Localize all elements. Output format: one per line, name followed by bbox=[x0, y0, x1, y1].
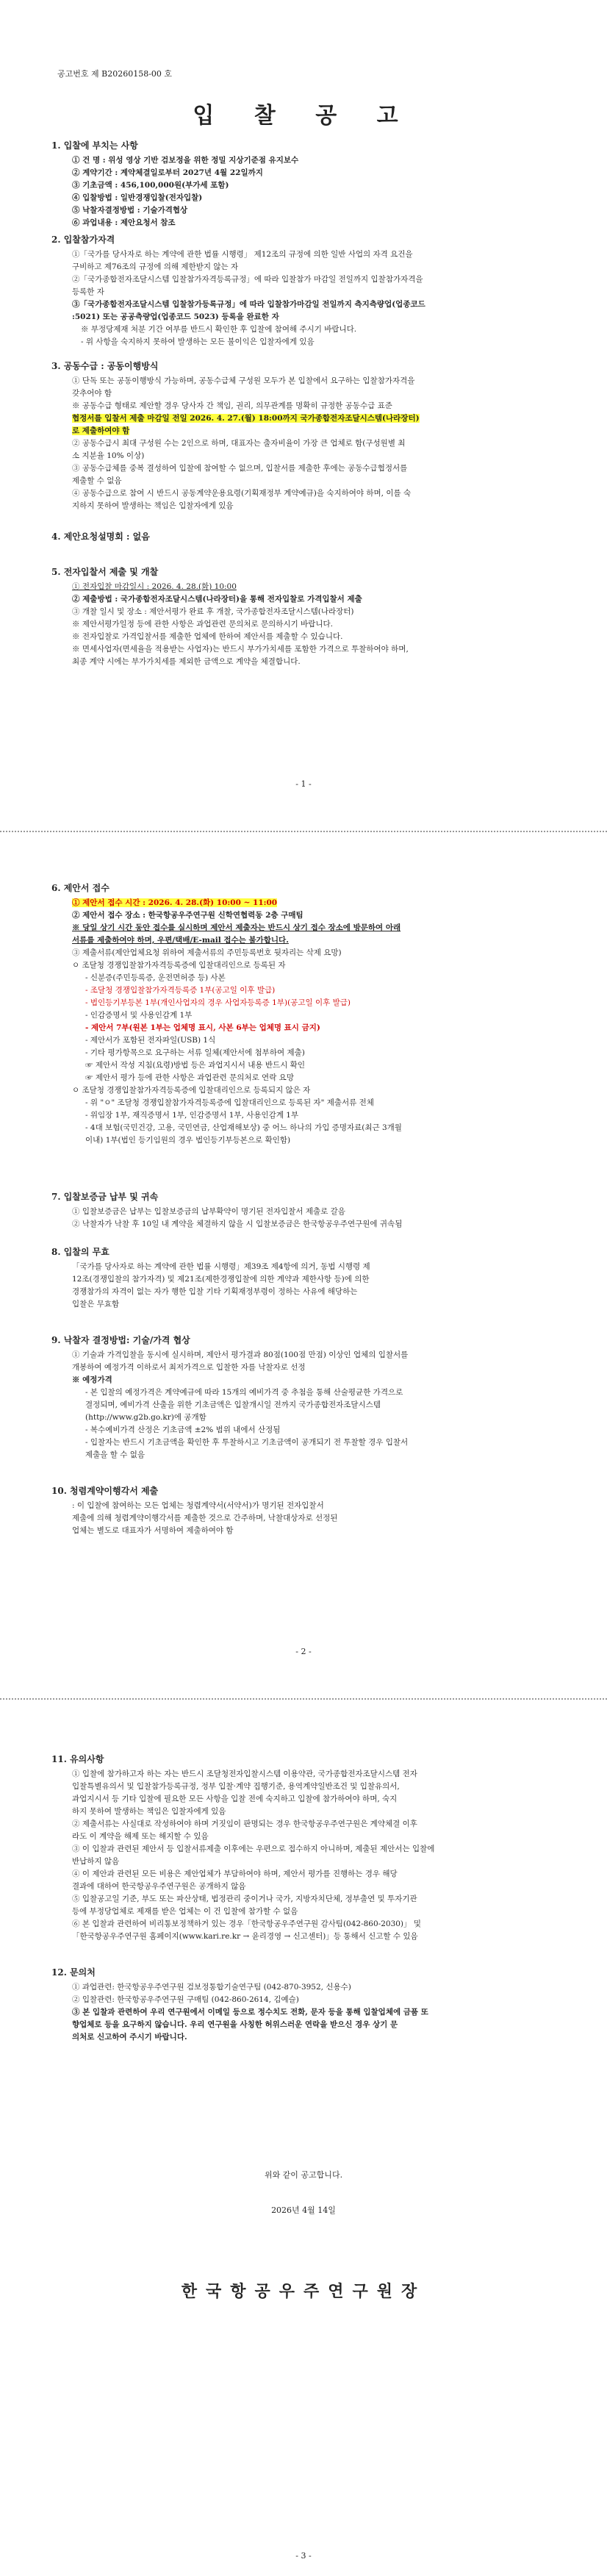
s1-item: ① 건 명 : 위성 영상 기반 검보정을 위한 정밀 지상기준점 유지보수 bbox=[72, 156, 299, 165]
s6-sub: 이내) 1부(법인 등기임원의 경우 법인등기부등본으로 확인함) bbox=[85, 1136, 291, 1145]
s8-item: 경쟁참가의 자격이 없는 자가 행한 입찰 기타 기획재정부령이 정하는 사유에 해당하는 bbox=[72, 1287, 358, 1296]
s3-item: 소 지분율 10% 이상) bbox=[72, 451, 145, 460]
s6-item: 서류를 제출하여야 하며, 우편/택배/E-mail 접수는 불가합니다. bbox=[72, 936, 289, 945]
s6-sub: ☞ 제안서 평가 등에 관한 사항은 과업관련 문의처로 연락 요망 bbox=[85, 1073, 294, 1082]
s11-item: ① 입찰에 참가하고자 하는 자는 반드시 조달청전자입찰시스템 이용약관, 국가종합전자조달시스템 전자 bbox=[72, 1770, 417, 1778]
closing-text: 위와 같이 공고합니다. bbox=[264, 2170, 343, 2180]
s3-highlight: 협정서를 입찰서 제출 마감일 전일 2026. 4. 27.(월) 18:00까지 국가종합전자조달시스템(나라장터) bbox=[72, 414, 420, 423]
page-number: - 2 - bbox=[295, 1647, 312, 1656]
section-4-heading: 4. 제안요청설명회 : 없음 bbox=[51, 532, 150, 542]
s3-item: 갖추어야 함 bbox=[72, 389, 112, 398]
s5-item: ③ 개찰 일시 및 장소 : 제안서평가 완료 후 개찰, 국가종합전자조달시스템(나라장터) bbox=[72, 607, 354, 616]
s8-item: 입찰은 무효함 bbox=[72, 1300, 120, 1309]
s1-item: ⑤ 낙찰자결정방법 : 기술가격협상 bbox=[72, 206, 188, 215]
s3-item: ① 단독 또는 공동이행방식 가능하며, 공동수급체 구성원 모두가 본 입찰에서 요구하는 입찰참가자격을 bbox=[72, 376, 415, 385]
section-7 bbox=[51, 1191, 558, 1231]
s3-item: 지하지 못하여 발생하는 책임은 입찰자에게 있음 bbox=[72, 501, 234, 510]
s9-sub: - 복수예비가격 산정은 기초금액 ±2% 범위 내에서 산정됨 bbox=[85, 1425, 281, 1434]
page-separator bbox=[0, 831, 607, 832]
s11-item: 「한국항공우주연구원 홈페이지(www.kari.re.kr → 윤리경영 → 신고센터)」등 통해서 신고할 수 있음 bbox=[72, 1932, 418, 1941]
s9-sub: 결정되며, 예비가격 산출을 위한 기초금액은 입찰개시일 전까지 국가종합전자조달시스템 bbox=[85, 1400, 381, 1409]
s3-item: ④ 공동수급으로 참여 시 반드시 공동계약운용요령(기획재정부 계약예규)을 숙지하여야 하며, 이를 숙 bbox=[72, 489, 412, 498]
section-9 bbox=[51, 1334, 558, 1461]
section-5-heading: 5. 전자입찰서 제출 및 개찰 bbox=[51, 567, 159, 577]
page-3 bbox=[0, 1713, 607, 2573]
section-12 bbox=[51, 1967, 558, 2044]
s11-item: ④ 이 제안과 관련된 모든 비용은 제안업체가 부담하여야 하며, 제안서 평가를 진행하는 경우 해당 bbox=[72, 1870, 398, 1878]
section-7-heading: 7. 입찰보증금 납부 및 귀속 bbox=[51, 1192, 159, 1202]
s11-item: 라도 이 계약을 해제 또는 해지할 수 있음 bbox=[72, 1832, 209, 1841]
announcement-date: 2026년 4월 14일 bbox=[271, 2205, 336, 2215]
s2-item: :5021) 또는 공공측량업(업종코드 5023) 등록을 완료한 자 bbox=[72, 312, 279, 321]
s5-item: ※ 제안서평가일정 등에 관한 사항은 과업관련 문의처로 문의하시기 바랍니다. bbox=[72, 620, 333, 629]
s9-item: 개봉하여 예정가격 이하로서 최저가격으로 입찰한 자를 낙찰자로 선정 bbox=[72, 1363, 306, 1372]
section-1-heading: 1. 입찰에 부치는 사항 bbox=[51, 140, 138, 151]
section-10-heading: 10. 청렴계약이행각서 제출 bbox=[51, 1486, 159, 1496]
s7-item: ① 입찰보증금은 납부는 입찰보증금의 납부확약이 명기된 전자입찰서 제출로 갈음 bbox=[72, 1207, 345, 1216]
s5-item: ① 전자입찰 마감일시 : 2026. 4. 28.(화) 10:00 bbox=[72, 582, 237, 591]
s9-item: ※ 예정가격 bbox=[72, 1375, 112, 1384]
s3-item: 제출할 수 없음 bbox=[72, 476, 122, 485]
s12-item: ② 입찰관련: 한국항공우주연구원 구매팀 (042-860-2614, 김예슬) bbox=[72, 1995, 299, 2004]
s6-highlight: ① 제안서 접수 시간 : 2026. 4. 28.(화) 10:00 ~ 11:00 bbox=[72, 898, 278, 907]
s6-sub: - 위 "ㅇ" 조달청 경쟁입찰참가자격등록증에 입찰대리인으로 등록된 자" 제출서류 전체 bbox=[85, 1098, 374, 1107]
s11-item: ⑤ 입찰공고일 기준, 부도 또는 파산상태, 법정관리 중이거나 국가, 지방자치단체, 정부출연 및 투자기관 bbox=[72, 1895, 417, 1903]
s6-item: ② 제안서 접수 장소 : 한국항공우주연구원 신학연협력동 2층 구매팀 bbox=[72, 911, 304, 920]
section-2-heading: 2. 입찰참가자격 bbox=[51, 235, 115, 245]
s7-item: ② 낙찰자가 낙찰 후 10일 내 계약을 체결하지 않을 시 입찰보증금은 한국항공우주연구원에 귀속됨 bbox=[72, 1220, 403, 1228]
section-12-heading: 12. 문의처 bbox=[51, 1967, 96, 1978]
s10-item: : 이 입찰에 참여하는 모든 업체는 청렴계약서(서약서)가 명기된 전자입찰서 bbox=[72, 1501, 324, 1510]
s6-sub: - 인감증명서 및 사용인감계 1부 bbox=[85, 1011, 193, 1020]
s2-item: 구비하고 제76조의 규정에 의해 제한받지 않는 자 bbox=[72, 262, 239, 271]
s1-item: ④ 입찰방법 : 일반경쟁입찰(전자입찰) bbox=[72, 193, 203, 202]
s6-sub: ☞ 제안서 작성 지침(요령)방법 등은 과업지시서 내용 반드시 확인 bbox=[85, 1061, 305, 1070]
s11-item: ⑥ 본 입찰과 관련하여 비리통보정책하거 있는 경우「한국항공우주연구원 감사팀(042-860-2030)」 및 bbox=[72, 1920, 422, 1928]
s6-item: ㅇ 조달청 경쟁입찰참가자격등록증에 입찰대리인으로 등록된 자 bbox=[72, 961, 286, 970]
s5-item: ※ 전자입찰로 가격입찰서를 제출한 업체에 한하여 제안서를 제출할 수 있습니다. bbox=[72, 632, 343, 641]
s11-item: 결과에 대하여 한국항공우주연구원은 공개하지 않음 bbox=[72, 1882, 246, 1891]
s6-sub: - 제안서가 포함된 전자파일(USB) 1식 bbox=[85, 1036, 216, 1045]
section-8-heading: 8. 입찰의 무효 bbox=[51, 1247, 109, 1257]
s12-item: 의처로 신고하여 주시기 바랍니다. bbox=[72, 2033, 187, 2042]
page-separator bbox=[0, 1698, 607, 1700]
section-11 bbox=[51, 1753, 558, 1943]
s2-item: ①「국가를 당사자로 하는 계약에 관한 법률 시행령」 제12조의 규정에 의한 일반 사업의 자격 요건을 bbox=[72, 250, 413, 259]
section-6-heading: 6. 제안서 접수 bbox=[51, 883, 109, 893]
s10-item: 제출에 의해 청렴계약이행각서를 제출한 것으로 간주하며, 낙찰대상자로 선정된 bbox=[72, 1514, 338, 1523]
section-3 bbox=[51, 360, 558, 512]
page-1 bbox=[0, 0, 607, 816]
s10-item: 업체는 별도로 대표자가 서명하여 제출하여야 함 bbox=[72, 1526, 234, 1535]
announcement-number: 공고번호 제 B20260158-00 호 bbox=[57, 69, 173, 79]
s6-sub: - 조달청 경쟁입찰참가자격등록증 1부(공고일 이후 발급) bbox=[85, 986, 276, 995]
s5-item: ※ 면세사업자(면세율을 적용받는 사업자)는 반드시 부가가치세를 포함한 가격으로 투찰하여야 하며, bbox=[72, 645, 409, 654]
section-10 bbox=[51, 1485, 558, 1537]
section-1 bbox=[51, 140, 558, 229]
s6-item: ※ 당일 상기 시간 동안 접수를 실시하며 제안서 제출자는 반드시 상기 접수 장소에 방문하여 아래 bbox=[72, 923, 401, 932]
s3-item: ③ 공동수급체를 중복 결성하여 입찰에 참여할 수 없으며, 입찰서를 제출한 후에는 공동수급협정서를 bbox=[72, 464, 408, 473]
s6-sub: - 기타 평가항목으로 요구하는 서류 일체(제안서에 첨부하여 제출) bbox=[85, 1048, 305, 1057]
s5-item: ② 제출방법 : 국가종합전자조달시스템(나라장터)을 통해 전자입찰로 가격입찰서 제출 bbox=[72, 595, 362, 604]
s6-sub: - 법인등기부등본 1부(개인사업자의 경우 사업자등록증 1부)(공고일 이후 발급) bbox=[85, 998, 351, 1007]
s11-item: 등에 부정당업체로 제재를 받은 업체는 이 건 입찰에 참가할 수 없음 bbox=[72, 1907, 298, 1916]
section-6 bbox=[51, 882, 558, 1147]
section-4 bbox=[51, 531, 558, 545]
s12-item: ③ 본 입찰과 관련하여 우리 연구원에서 이메일 등으로 정수치도 전화, 문자 등을 통해 입찰업체에 금품 또 bbox=[72, 2008, 428, 2017]
s2-item: 등록한 자 bbox=[72, 287, 104, 296]
signatory: 한국항공우주연구원장 bbox=[181, 2282, 426, 2301]
s9-sub: (http://www.g2b.go.kr)에 공개함 bbox=[85, 1413, 206, 1422]
s6-sub: - 위임장 1부, 재직증명서 1부, 인감증명서 1부, 사용인감계 1부 bbox=[85, 1111, 299, 1120]
s2-item: ③「국가종합전자조달시스템 입찰참가등록규정」에 따라 입찰참가마감일 전일까지 측지측량업(업종코드 bbox=[72, 300, 425, 309]
s8-item: 12조(경쟁입찰의 참가자격) 및 제21조(제한경쟁입찰에 의한 계약과 제한사항 등)에 의한 bbox=[72, 1275, 370, 1284]
s6-sub: - 4대 보험(국민건강, 고용, 국민연금, 산업재해보상) 중 어느 하나의 가입 증명자료(최근 3개월 bbox=[85, 1123, 402, 1132]
s9-item: ① 기술과 가격입찰을 동시에 실시하며, 제안서 평가결과 80점(100점 만점) 이상인 업체의 입찰서를 bbox=[72, 1350, 409, 1359]
section-11-heading: 11. 유의사항 bbox=[51, 1754, 104, 1764]
s12-item: ① 과업관련: 한국항공우주연구원 검보정통합기술연구팀 (042-870-3952, 신용수) bbox=[72, 1983, 351, 1992]
section-3-heading: 3. 공동수급 : 공동이행방식 bbox=[51, 361, 159, 371]
s6-item: ㅇ 조달청 경쟁입찰참가자격등록증에 입찰대리인으로 등록되지 않은 자 bbox=[72, 1086, 311, 1095]
s11-item: ② 제출서류는 사실대로 작성하여야 하며 거짓임이 판명되는 경우 한국항공우주연구원은 계약체결 이후 bbox=[72, 1820, 417, 1828]
page-number: - 3 - bbox=[295, 2551, 312, 2561]
s8-item: 「국가를 당사자로 하는 계약에 관한 법률 시행령」제39조 제4항에 의거, 동법 시행령 제 bbox=[72, 1262, 370, 1271]
document-title: 입 찰 공 고 bbox=[193, 103, 414, 129]
s11-item: 과업지시서 등 기타 입찰에 필요한 모든 사항을 입찰 전에 숙지하고 입찰에 참가하여야 하며, 숙지 bbox=[72, 1795, 398, 1803]
page-number: - 1 - bbox=[295, 779, 312, 789]
s9-sub: 제출을 할 수 없음 bbox=[85, 1450, 146, 1459]
s3-item: ② 공동수급시 최대 구성원 수는 2인으로 하며, 대표자는 출자비율이 가장 큰 업체로 함(구성원별 최 bbox=[72, 439, 406, 448]
s11-item: 반납하지 않음 bbox=[72, 1857, 120, 1866]
s1-item: ⑥ 과업내용 : 제안요청서 참조 bbox=[72, 218, 176, 227]
s11-item: ③ 이 입찰과 관련된 제안서 등 입찰서류제출 이후에는 우편으로 접수하지 아니하며, 제출된 제안서는 입찰에 bbox=[72, 1845, 435, 1853]
s1-item: ② 계약기간 : 계약체결일로부터 2027년 4월 22일까지 bbox=[72, 168, 263, 177]
s5-item: 최종 계약 시에는 부가가치세를 제외한 금액으로 계약을 체결합니다. bbox=[72, 657, 301, 666]
page-2 bbox=[0, 845, 607, 1691]
s9-sub: - 입찰자는 반드시 기초금액을 확인한 후 투찰하시고 기초금액이 공개되기 전 투찰할 경우 입찰서 bbox=[85, 1438, 409, 1447]
s3-item: ※ 공동수급 형태로 제안할 경우 당사자 간 책임, 권리, 의무관계를 명확히 규정한 공동수급 표준 bbox=[72, 401, 392, 410]
section-9-heading: 9. 낙찰자 결정방법: 기술/가격 협상 bbox=[51, 1335, 190, 1345]
s1-item: ③ 기초금액 : 456,100,000원(부가세 포함) bbox=[72, 181, 229, 190]
s11-item: 입찰특별유의서 및 입찰참가등록규정, 정부 입찰·계약 집행기준, 용역계약일반조건 및 입찰유의서, bbox=[72, 1782, 400, 1791]
s2-item: ②「국가종합전자조달시스템 입찰참가자격등록규정」에 따라 입찰참가 마감일 전일까지 입찰참가자격을 bbox=[72, 275, 423, 284]
section-5 bbox=[51, 566, 558, 668]
s6-item: ③ 제출서류(제안업체요청 위하여 제출서류의 주민등록번호 뒷자리는 삭제 요망) bbox=[72, 948, 342, 957]
s12-item: 향업체로 등을 요구하지 않습니다. 우리 연구원을 사칭한 허위스러운 연락을 받으신 경우 상기 문 bbox=[72, 2020, 398, 2029]
section-2 bbox=[51, 234, 558, 348]
s6-sub: - 제안서 7부(원본 1부는 업체명 표시, 사본 6부는 업체명 표시 금지) bbox=[85, 1023, 320, 1032]
s9-sub: - 본 입찰의 예정가격은 계약예규에 따라 15개의 예비가격 중 추첨을 통해 산술평균한 가격으로 bbox=[85, 1388, 403, 1397]
s3-highlight: 로 제출하여야 함 bbox=[72, 426, 130, 435]
s2-note: - 위 사항을 숙지하지 못하여 발생하는 모든 불이익은 입찰자에게 있음 bbox=[81, 337, 315, 346]
section-8 bbox=[51, 1246, 558, 1311]
s2-note: ※ 부정당제재 처분 기간 여부를 반드시 확인한 후 입찰에 참여해 주시기 바랍니다. bbox=[81, 325, 357, 334]
s11-item: 하지 못하여 발생하는 책임은 입찰자에게 있음 bbox=[72, 1807, 226, 1816]
s6-sub: - 신분증(주민등록증, 운전면허증 등) 사본 bbox=[85, 973, 226, 982]
